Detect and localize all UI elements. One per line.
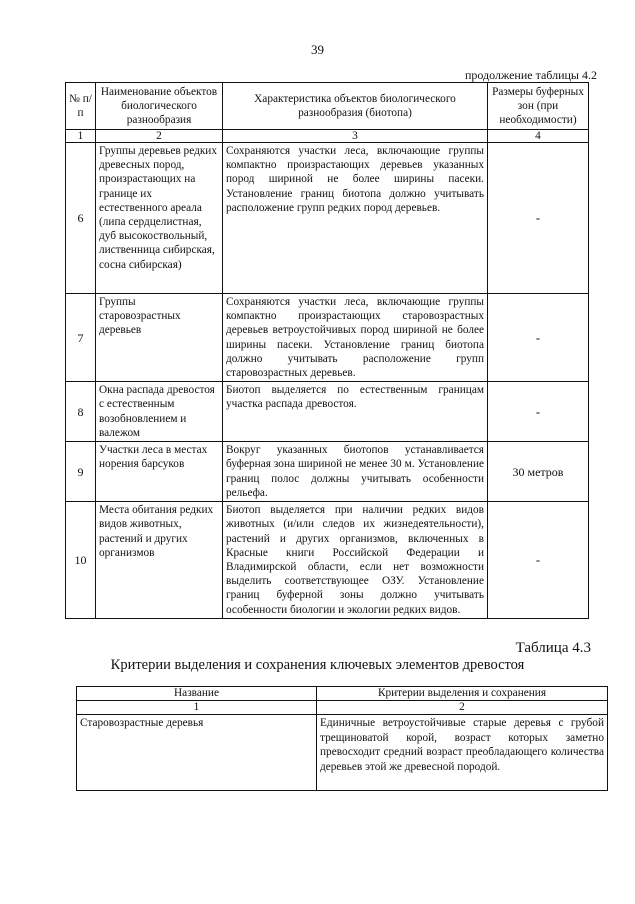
buffer-size: 30 метров (488, 442, 589, 502)
buffer-size (488, 143, 589, 294)
column-number: 4 (488, 130, 589, 143)
buffer-size (488, 294, 589, 382)
column-number: 3 (223, 130, 488, 143)
buffer-size (488, 382, 589, 442)
table-row (77, 715, 608, 791)
column-number: 1 (66, 130, 96, 143)
row-number: 7 (66, 294, 96, 382)
table-4-3-label: Таблица 4.3 (515, 640, 591, 656)
table-row (66, 442, 589, 502)
row-number: 10 (66, 502, 96, 619)
object-name: Участки леса в местах норения барсуков (96, 442, 223, 502)
buffer-size (488, 502, 589, 619)
object-name: Места обитания редких видов животных, растений и других организмов (96, 502, 223, 619)
column-number: 1 (77, 701, 317, 715)
header-buffer-size: Размеры буферных зон (при необходимости) (488, 83, 589, 130)
column-number: 2 (96, 130, 223, 143)
header-characteristic: Характеристика объектов биологического разнообразия (биотопа) (223, 83, 488, 130)
object-name: Окна распада древостоя с естественным возобновлением и валежом (96, 382, 223, 442)
object-name: Группы деревьев редких древесных пород, произрастающих на границе их естественного ареала (липа сердцелистная, дуб высокоствольный, лиственница сибирская, сосна сибирская) (96, 143, 223, 294)
table-row (66, 502, 589, 619)
buffer-size-value: - (535, 552, 541, 568)
object-description: Сохраняются участки леса, включающие группы компактно произрастающих старовозрастных деревьев ветроустойчивых пород шириной не более ширины пасеки. Установление границ биотопа должно учитывать расположение групп старовозрастных деревьев. (223, 294, 488, 382)
buffer-size-value: - (535, 209, 541, 225)
table-4-2-column-numbers (66, 130, 589, 143)
header-criteria: Критерии выделения и сохранения (317, 687, 608, 701)
column-number: 2 (317, 701, 608, 715)
header-name: Название (77, 687, 317, 701)
table-row (66, 143, 589, 294)
table-4-3-column-numbers (77, 701, 608, 715)
element-name: Старовозрастные деревья (77, 715, 317, 791)
table-4-3 (76, 686, 608, 791)
row-number: 6 (66, 143, 96, 294)
buffer-size-value: - (535, 403, 541, 419)
header-number: № п/п (66, 83, 96, 130)
page-number: 39 (311, 42, 324, 57)
table-row (66, 382, 589, 442)
object-description: Сохраняются участки леса, включающие группы компактно произрастающих деревьев указанных пород шириной не более ширины пасеки. Установление границ биотопа должно учитывать расположение групп редких пород деревьев. (223, 143, 488, 294)
element-criteria: Единичные ветроустойчивые старые деревья с грубой трещиноватой корой, возраст которых заметно превосходит средний возраст преобладающего количества деревьев этой же древесной породой. (317, 715, 608, 791)
table-4-3-header-row (77, 687, 608, 701)
table-4-3-title: Критерии выделения и сохранения ключевых элементов древостоя (110, 657, 525, 673)
table-row (66, 294, 589, 382)
continuation-note: продолжение таблицы 4.2 (464, 68, 597, 82)
object-description: Биотоп выделяется при наличии редких видов животных (и/или следов их жизнедеятельности), растений и других организмов, включенных в Красные книги Российской Федерации и Владимирской области, если нет возможности выделить соответствующее ОЗУ. Установление границ буферной зоны должно учитывать особенности биологии и экологии редких видов. (223, 502, 488, 619)
row-number: 8 (66, 382, 96, 442)
table-4-2 (65, 82, 589, 619)
header-object-name: Наименование объектов биологического разнообразия (96, 83, 223, 130)
object-description: Биотоп выделяется по естественным границам участка распада древостоя. (223, 382, 488, 442)
object-description: Вокруг указанных биотопов устанавливается буферная зона шириной не менее 30 м. Установление границ полос должны учитывать особенности рельефа. (223, 442, 488, 502)
buffer-size-value: - (535, 329, 541, 345)
object-name: Группы старовозрастных деревьев (96, 294, 223, 382)
row-number: 9 (66, 442, 96, 502)
table-4-2-header-row (66, 83, 589, 130)
